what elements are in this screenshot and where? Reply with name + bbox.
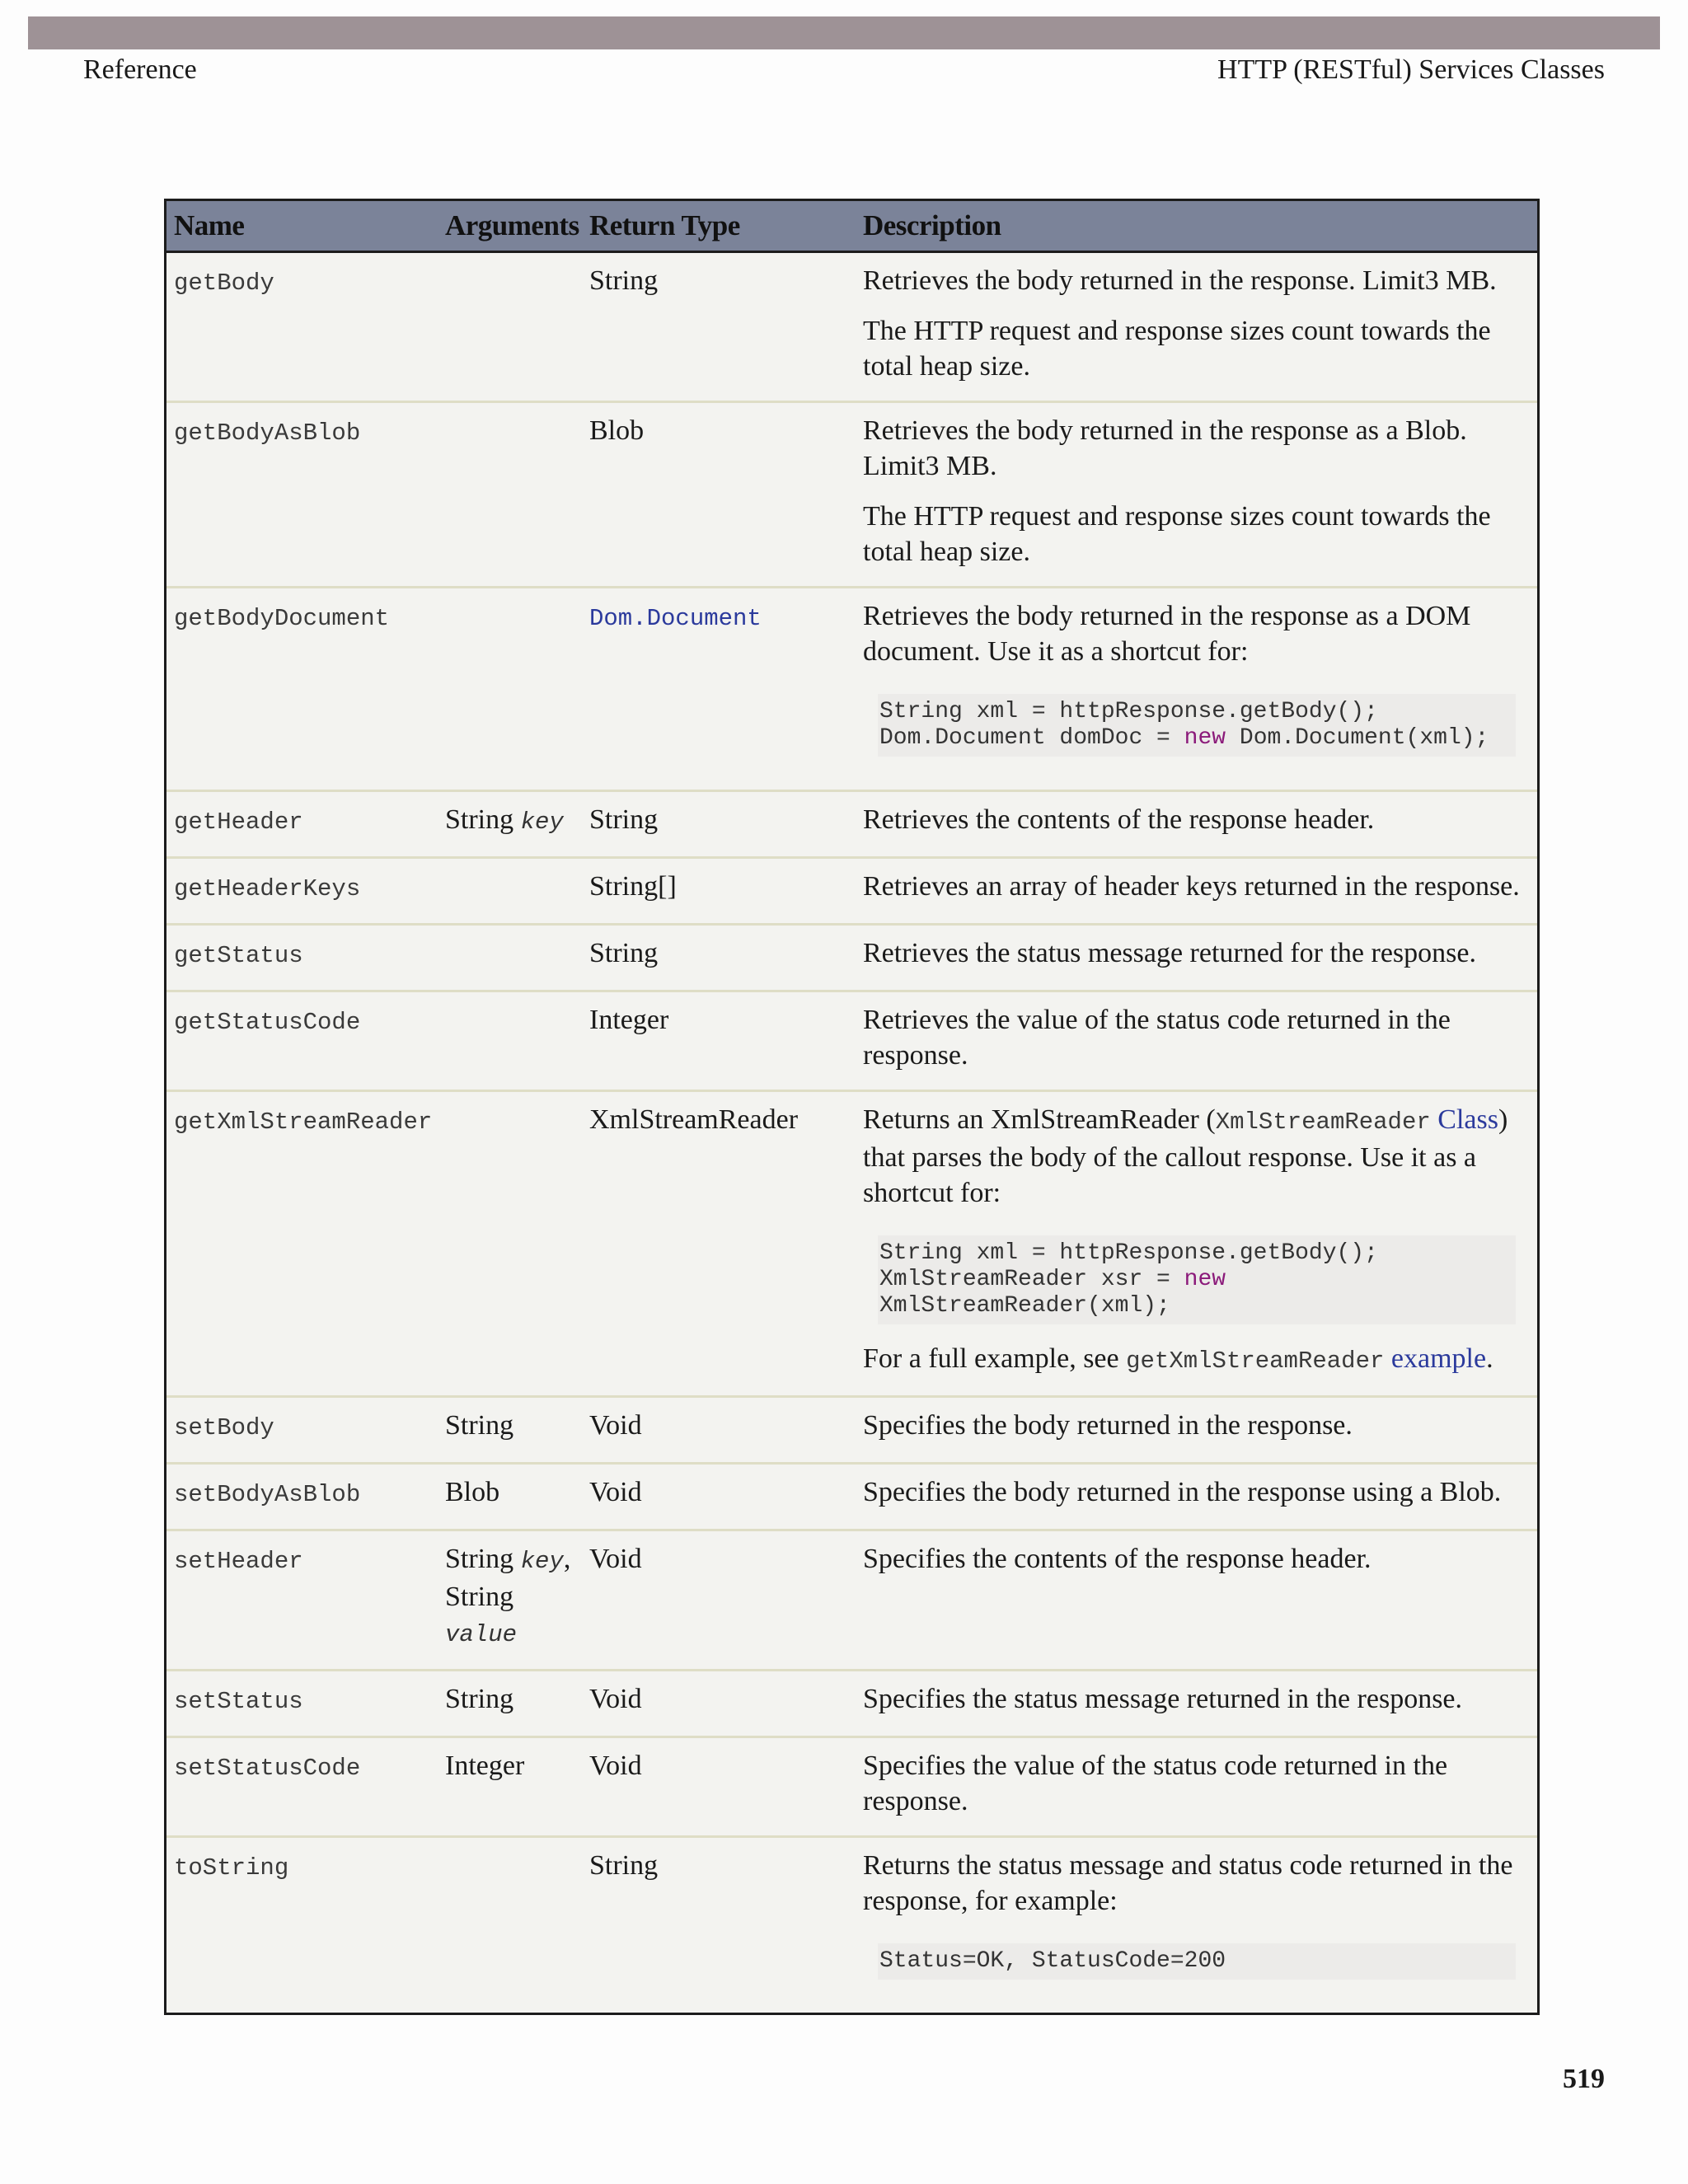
table-row bbox=[166, 402, 1537, 588]
method-return-type: String[] bbox=[589, 871, 677, 902]
method-name: getXmlStreamReader bbox=[174, 1108, 433, 1136]
description-text: Specifies the body returned in the response using a Blob. bbox=[863, 1477, 1502, 1507]
table-row bbox=[166, 1464, 1537, 1530]
table-row bbox=[166, 991, 1537, 1091]
table-row bbox=[166, 1397, 1537, 1464]
method-name: setBody bbox=[174, 1414, 274, 1441]
method-arguments: String bbox=[445, 1684, 514, 1714]
description-text: Retrieves the contents of the response header. bbox=[863, 804, 1375, 835]
method-arguments bbox=[438, 858, 582, 925]
method-return-type: XmlStreamReader bbox=[589, 1104, 799, 1135]
link-text: example bbox=[1384, 1343, 1487, 1374]
table-row bbox=[166, 925, 1537, 991]
method-description bbox=[856, 1397, 1537, 1464]
method-return-type: Void bbox=[589, 1684, 642, 1714]
description-text: The HTTP request and response sizes count towards the total heap size. bbox=[863, 316, 1491, 382]
method-name: setStatus bbox=[174, 1688, 303, 1715]
method-description bbox=[856, 925, 1537, 991]
method-description bbox=[856, 402, 1537, 588]
top-bar bbox=[28, 16, 1660, 49]
code-sample bbox=[878, 1235, 1516, 1324]
method-description bbox=[856, 588, 1537, 791]
method-arguments bbox=[438, 402, 582, 588]
description-text: Retrieves the status message returned for the response. bbox=[863, 938, 1476, 968]
code-line: XmlStreamReader(xml); bbox=[879, 1293, 1170, 1319]
method-return-type: Integer bbox=[589, 1005, 669, 1035]
code-line: Dom.Document domDoc = bbox=[879, 725, 1184, 751]
method-name: getBody bbox=[174, 269, 274, 297]
code-sample bbox=[878, 1943, 1516, 1980]
table-header-row bbox=[166, 201, 1537, 252]
method-description bbox=[856, 1464, 1537, 1530]
code-line: XmlStreamReader xsr = bbox=[879, 1267, 1184, 1292]
running-header-left: Reference bbox=[83, 54, 197, 85]
code-keyword: new bbox=[1184, 725, 1226, 751]
method-arguments bbox=[438, 252, 582, 402]
method-name: setStatusCode bbox=[174, 1755, 361, 1782]
method-description bbox=[856, 1530, 1537, 1671]
method-name: getBodyDocument bbox=[174, 605, 390, 632]
column-header-arguments: Arguments bbox=[445, 209, 579, 241]
method-return-type: String bbox=[589, 938, 659, 968]
table-row bbox=[166, 791, 1537, 858]
link-code: XmlStreamReader bbox=[1215, 1108, 1431, 1136]
description-text: Specifies the status message returned in the response. bbox=[863, 1684, 1463, 1714]
column-header-description: Description bbox=[863, 209, 1001, 241]
method-description bbox=[856, 1091, 1537, 1397]
method-return-type: Void bbox=[589, 1544, 642, 1574]
table-row bbox=[166, 1091, 1537, 1397]
description-fragment: Returns an XmlStreamReader ( bbox=[863, 1104, 1216, 1135]
argument-name: value bbox=[445, 1621, 518, 1648]
method-return-type: Void bbox=[589, 1410, 642, 1441]
table-row bbox=[166, 1837, 1537, 2013]
method-arguments: Integer bbox=[445, 1750, 525, 1781]
table-row bbox=[166, 1671, 1537, 1737]
method-return-type: String bbox=[589, 265, 659, 296]
method-return-type: String bbox=[589, 1850, 659, 1881]
methods-table bbox=[164, 199, 1540, 2015]
method-description bbox=[856, 858, 1537, 925]
table-row bbox=[166, 1530, 1537, 1671]
code-line: String xml = httpResponse.getBody(); bbox=[879, 1240, 1378, 1266]
method-description bbox=[856, 991, 1537, 1091]
method-name: getHeader bbox=[174, 808, 303, 836]
code-sample bbox=[878, 694, 1516, 757]
description-text: Retrieves the body returned in the response as a Blob. Limit3 MB. bbox=[863, 415, 1467, 481]
method-return-type: Void bbox=[589, 1750, 642, 1781]
method-arguments bbox=[438, 1837, 582, 2013]
description-text: Specifies the contents of the response header. bbox=[863, 1544, 1372, 1574]
description-text: Retrieves the value of the status code returned in the response. bbox=[863, 1005, 1451, 1071]
description-fragment: For a full example, see bbox=[863, 1343, 1127, 1374]
code-line: Status=OK, StatusCode=200 bbox=[879, 1948, 1226, 1974]
argument-name: key bbox=[520, 1548, 564, 1575]
method-arguments bbox=[438, 791, 582, 858]
description-text bbox=[863, 1341, 1531, 1379]
return-type-link[interactable]: Dom.Document bbox=[589, 605, 762, 632]
method-description bbox=[856, 791, 1537, 858]
method-name: getHeaderKeys bbox=[174, 875, 361, 902]
method-name: getBodyAsBlob bbox=[174, 419, 361, 447]
description-fragment: ) that parses the body of the callout response. Use it as a shortcut for: bbox=[863, 1104, 1508, 1208]
method-arguments bbox=[438, 925, 582, 991]
page-number: 519 bbox=[1563, 2064, 1605, 2094]
method-arguments bbox=[438, 1091, 582, 1397]
method-description bbox=[856, 252, 1537, 402]
argument-type: String bbox=[445, 804, 514, 835]
argument-type: String bbox=[445, 1582, 514, 1612]
description-text: Retrieves the body returned in the response. Limit3 MB. bbox=[863, 265, 1497, 296]
method-name: setBodyAsBlob bbox=[174, 1481, 361, 1508]
method-return-type: Void bbox=[589, 1477, 642, 1507]
table-row bbox=[166, 252, 1537, 402]
description-text: Specifies the value of the status code returned in the response. bbox=[863, 1750, 1448, 1816]
column-header-return-type: Return Type bbox=[589, 209, 740, 241]
method-name: setHeader bbox=[174, 1548, 303, 1575]
method-arguments: Blob bbox=[445, 1477, 500, 1507]
method-return-type: Blob bbox=[589, 415, 645, 446]
description-text: Returns the status message and status code returned in the response, for example: bbox=[863, 1850, 1513, 1916]
method-arguments: String bbox=[445, 1410, 514, 1441]
link-code: getXmlStreamReader bbox=[1126, 1347, 1385, 1375]
method-name: getStatusCode bbox=[174, 1009, 361, 1036]
argument-separator: , bbox=[563, 1544, 571, 1574]
method-description bbox=[856, 1737, 1537, 1837]
code-line: String xml = httpResponse.getBody(); bbox=[879, 699, 1378, 724]
running-header-right: HTTP (RESTful) Services Classes bbox=[1217, 54, 1605, 85]
method-name: toString bbox=[174, 1854, 289, 1882]
table-row bbox=[166, 1737, 1537, 1837]
argument-type: String bbox=[445, 1544, 514, 1574]
description-text: The HTTP request and response sizes count towards the total heap size. bbox=[863, 501, 1491, 567]
method-description bbox=[856, 1837, 1537, 2013]
code-keyword: new bbox=[1184, 1267, 1226, 1292]
description-text: Specifies the body returned in the response. bbox=[863, 1410, 1353, 1441]
argument-name: key bbox=[520, 808, 564, 836]
method-return-type: String bbox=[589, 804, 659, 835]
description-fragment: . bbox=[1486, 1343, 1493, 1374]
table-row bbox=[166, 588, 1537, 791]
method-description bbox=[856, 1671, 1537, 1737]
description-text: Retrieves an array of header keys returned in the response. bbox=[863, 871, 1520, 902]
table-row bbox=[166, 858, 1537, 925]
xmlstreamreader-class-link[interactable] bbox=[1216, 1104, 1498, 1135]
code-line: Dom.Document(xml); bbox=[1226, 725, 1489, 751]
method-name: getStatus bbox=[174, 942, 303, 969]
link-text: Class bbox=[1430, 1104, 1498, 1135]
column-header-name: Name bbox=[174, 209, 245, 241]
method-arguments bbox=[438, 1530, 582, 1671]
description-text: Retrieves the body returned in the response as a DOM document. Use it as a shortcut for: bbox=[863, 601, 1471, 667]
description-text bbox=[863, 1102, 1531, 1211]
method-arguments bbox=[438, 588, 582, 791]
method-arguments bbox=[438, 991, 582, 1091]
getxmlstreamreader-example-link[interactable] bbox=[1126, 1343, 1486, 1374]
